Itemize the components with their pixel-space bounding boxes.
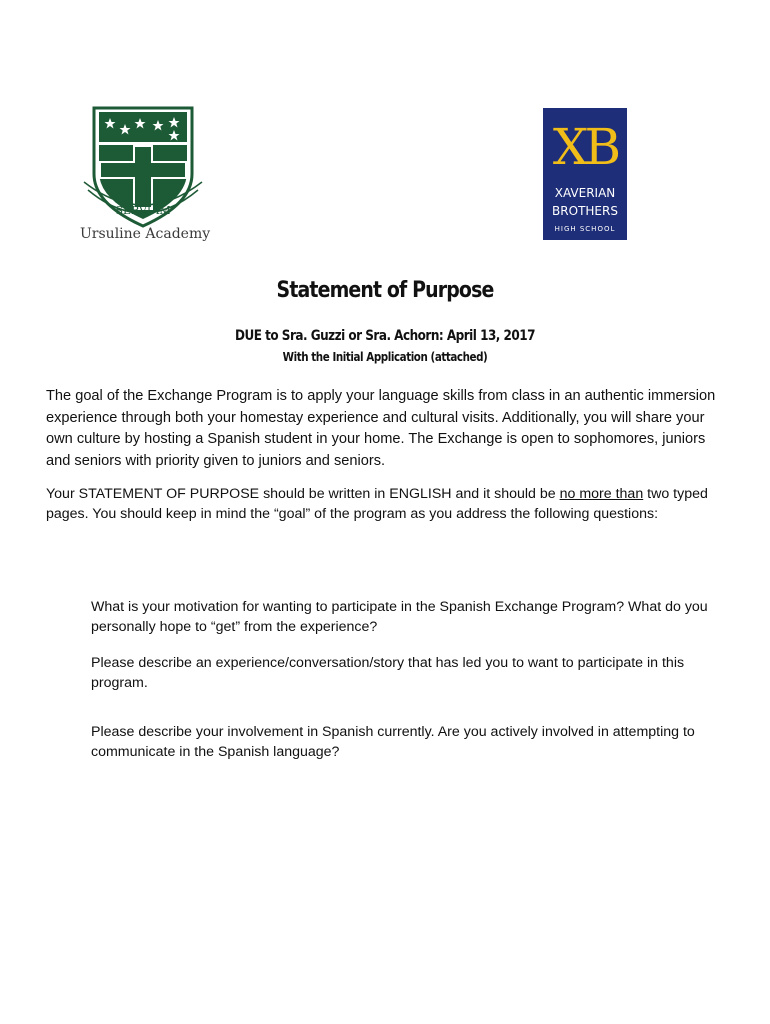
xb-name-line3: HIGH SCHOOL — [554, 225, 616, 233]
ursuline-academy-logo — [80, 104, 211, 246]
motto-text: SERVIAM — [115, 204, 171, 217]
ursuline-academy-name: Ursuline Academy — [80, 226, 211, 242]
statement-text-end: two typed pages. You should keep in mind the “goal” of the program as you address the following questions: — [46, 486, 708, 522]
statement-emphasis: no more than — [559, 486, 644, 502]
page-title: Statement of Purpose — [276, 278, 494, 303]
statement-text-start: Your STATEMENT OF PURPOSE should be written in ENGLISH and it should be — [46, 486, 560, 502]
statement-instructions — [46, 485, 726, 524]
xb-monogram: XB — [552, 118, 618, 176]
xb-name-line2: BROTHERS — [552, 204, 618, 218]
question-experience: Please describe an experience/conversation/story that has led you to want to participate in this program. — [91, 655, 685, 691]
xb-name-line1: XAVERIAN — [554, 186, 616, 200]
question-motivation: What is your motivation for wanting to participate in the Spanish Exchange Program? What do you personally hope to “get” from the experience? — [91, 599, 708, 635]
xaverian-brothers-logo — [543, 108, 627, 240]
intro-paragraph: The goal of the Exchange Program is to apply your language skills from class in an authentic immersion experience through both your homestay experience and cultural visits. Additionally, you will share your own culture by hosting a Spanish student in your home. The Exchange is open to sophomores, juniors and seniors with priority given to juniors and seniors. — [46, 388, 716, 469]
question-involvement: Please describe your involvement in Spanish currently. Are you actively involved in attempting to communicate in the Spanish language? — [91, 724, 695, 760]
due-date-line: DUE to Sra. Guzzi or Sra. Achorn: April 13, 2017 — [234, 328, 535, 344]
ursuline-shield-icon — [80, 104, 206, 230]
attachment-note: With the Initial Application (attached) — [282, 350, 488, 364]
